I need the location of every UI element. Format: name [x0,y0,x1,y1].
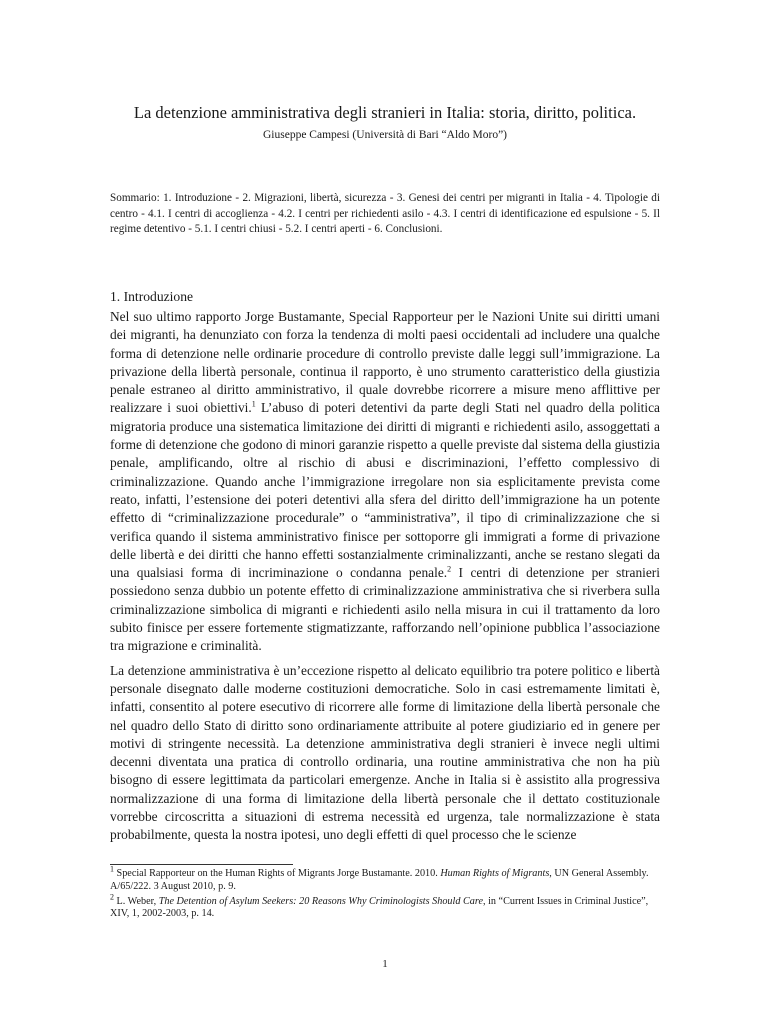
footnote-1-italic-title: Human Rights of Migrants [440,868,550,879]
footnote-1-text-before: Special Rapporteur on the Human Rights of Migrants Jorge Bustamante. 2010. [114,868,441,879]
footnote-2-italic-title: The Detention of Asylum Seekers: 20 Reasons Why Criminologists Should Care [158,895,483,907]
paragraph-1 [110,308,660,656]
author-line: Giuseppe Campesi (Università di Bari “Aldo Moro”) [263,129,507,141]
section-heading: 1. Introduzione [110,289,194,304]
paragraph-2: La detenzione amministrativa è un’eccezione rispetto al delicato equilibrio tra potere politico e libertà personale disegnato dalle moderne costituzioni democratiche. Solo in casi estremamente limitati è, infatti, consentito al potere esecutivo di ricorrere alle forme di limitazione della libertà personale che nel quadro dello Stato di diritto sono ordinariamente attribuite al potere giudiziario ed in genere per motivi di stringente necessità. La detenzione amministrativa degli stranieri è invece negli ultimi decenni diventata una pratica di controllo ordinaria, una routine amministrativa che non ha più bisogno di essere legittimata da particolari emergenze. Anche in Italia si è assistito alla progressiva normalizzazione di una forma di limitazione della libertà personale che il dettato costituzionale vorrebbe circoscritta a situazioni di estrema necessità ed urgenza, tale normalizzazione è stata probabilmente, questa la nostra ipotesi, uno degli effetti di quel processo che le scienze [110,662,660,843]
footnote-2 [110,892,660,922]
paragraph-1-part-1: Nel suo ultimo rapporto Jorge Bustamante, Special Rapporteur per le Nazioni Unite sui diritti umani dei migranti, ha denunziato con forza la tendenza di molti paesi occidentali ad includere una qualche forma di detenzione nelle ordinarie procedure di controllo previste dalle leggi sull’immigrazione. La privazione della libertà personale, continua il rapporto, è uno strumento caratteristico della giustizia penale estraneo al diritto amministrativo, il quale dovrebbe ricorrere a misure meno afflittive per realizzare i suoi obiettivi. [110,309,660,416]
document-page [110,0,660,1024]
footnote-1 [110,864,660,894]
body-text [110,308,660,851]
footnotes [110,864,660,923]
footnote-1-text-after: , UN General Assembly. A/65/222. 3 August 2010, p. 9. [110,868,649,892]
document-title: La detenzione amministrativa degli stranieri in Italia: storia, diritto, politica. [133,103,637,122]
footnote-2-text-after: , in “Current Issues in Criminal Justice”, XIV, 1, 2002-2003, p. 14. [110,895,649,920]
table-of-contents-summary: Sommario: 1. Introduzione - 2. Migrazioni, libertà, sicurezza - 3. Genesi dei centri per migranti in Italia - 4. Tipologie di centro - 4.1. I centri di accoglienza - 4.2. I centri per richiedenti asilo - 4.3. I centri di identificazione ed espulsione - 5. Il regime detentivo - 5.1. I centri chiusi - 5.2. I centri aperti - 6. Conclusioni. [110,192,660,235]
paragraph-1-part-2: L’abuso di poteri detentivi da parte degli Stati nel quadro della politica migratoria produce una sistematica limitazione dei diritti di migranti e richiedenti asilo, assoggettati a forme di detenzione che godono di minori garanzie rispetto a quelle previste dal sistema della giustizia penale, amplificando, oltre al rischio di abusi e discriminazioni, l’effetto complessivo di criminalizzazione. Quando anche l’immigrazione irregolare non sia esplicitamente prevista come reato, infatti, l’estensione dei poteri detentivi alla sfera del diritto dell’immigrazione ha un potente effetto di “criminalizzazione procedurale” o “amministrativa”, il tipo di criminalizzazione che si verifica quando il sistema amministrativo finisce per sottoporre gli immigrati a forme di privazione delle libertà e dei diritti che hanno effetti sostanzialmente criminalizzanti, anche se restano slegati da una qualsiasi forma di incriminazione o condanna penale. [110,400,660,581]
page-number: 1 [382,958,388,970]
footnote-2-marker: 2 [110,892,114,902]
paragraph-1-part-3: I centri di detenzione per stranieri possiedono senza dubbio un potente effetto di criminalizzazione amministrativa che si riverbera sulla criminalizzazione simbolica di migranti e richiedenti asilo nella misura in cui il trattamento da loro subito finisce per essere fortemente stigmatizzante, rafforzando nell’opinione pubblica l’associazione tra migrazione e criminalità. [110,565,660,654]
footnote-1-marker: 1 [110,864,114,874]
footnote-ref-2[interactable]: 2 [447,564,452,574]
footnote-2-text-before: L. Weber, [114,895,159,907]
footnote-separator [110,864,293,865]
footnote-ref-1[interactable]: 1 [251,400,256,410]
